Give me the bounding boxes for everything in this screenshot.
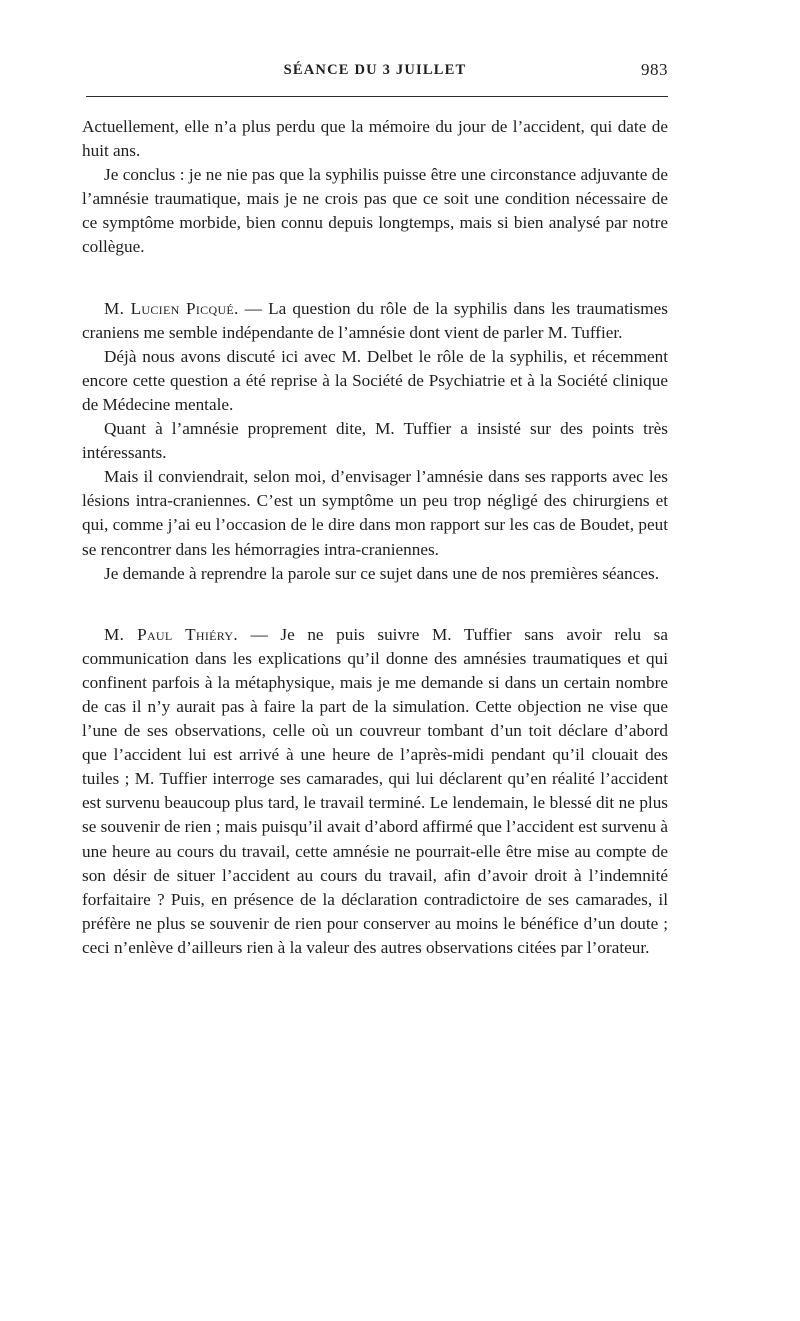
speaker-name: M. Paul Thiéry.: [104, 624, 238, 644]
paragraph-conclusion: Je conclus : je ne nie pas que la syphilis puisse être une circonstance adjuvante de l’amnésie traumatique, mais je ne crois pas que ce soit une condition nécessaire de ce symptôme morbide, bien connu depuis longtemps, mais si bien analysé par notre collègue.: [82, 165, 668, 257]
page-number: 983: [641, 60, 668, 79]
header-rule: [86, 96, 668, 97]
running-head: [82, 60, 668, 84]
running-title: SÉANCE DU 3 JUILLET: [283, 62, 467, 78]
paragraph-picque-intro: [82, 297, 668, 345]
text-body: [82, 115, 668, 960]
paragraph-amnesie: Quant à l’amnésie proprement dite, M. Tuffier a insisté sur des points très intéressants.: [82, 419, 668, 463]
paragraph-lesions: Mais il conviendrait, selon moi, d’envisager l’amnésie dans ses rapports avec les lésions intra-craniennes. C’est un symptôme un peu trop négligé des chirurgiens et qui, comme j’ai eu l’occasion de le dire dans mon rapport sur les cas de Boudet, peut se rencontrer dans les hémorragies intra-craniennes.: [82, 467, 668, 559]
paragraph-delbet: Déjà nous avons discuté ici avec M. Delbet le rôle de la syphilis, et récemment encore cette question a été reprise à la Société de Psychiatrie et à la Société clinique de Médecine mentale.: [82, 346, 668, 414]
speaker-name: M. Lucien Picqué.: [104, 298, 239, 318]
paragraph-thiery: [82, 623, 668, 960]
paragraph-text: — Je ne puis suivre M. Tuffier sans avoir relu sa communication dans les explications qu’il donne des amnésies traumatiques et qui confinent parfois à la métaphysique, mais je me demande si dans un certain nombre de cas il n’y aurait pas à faire la part de la simulation. Cette objection ne vise que l’une de ses observations, celle où un couvreur tombant d’un toit déclare d’abord que l’accident lui est arrivé à une heure de l’après-midi pendant qu’il clouait des tuiles ; M. Tuffier interroge ses camarades, qui lui déclarent qu’en réalité l’accident est survenu beaucoup plus tard, le travail terminé. Le lendemain, le blessé dit ne plus se souvenir de rien ; mais puisqu’il avait d’abord affirmé que l’accident est survenu à une heure au cours du travail, cette amnésie ne pourrait-elle être mise au compte de son désir de situer l’accident au cours du travail, afin d’avoir droit à l’indemnité forfaitaire ? Puis, en présence de la déclaration contradictoire de ses camarades, il préfère ne plus se souvenir de rien pour conserver au moins le bénéfice d’un doute ; ceci n’enlève d’ailleurs rien à la valeur des autres observations citées par l’orateur.: [82, 624, 668, 957]
paragraph-continuation: Actuellement, elle n’a plus perdu que la mémoire du jour de l’accident, qui date de huit ans.: [82, 117, 668, 161]
paragraph-request: Je demande à reprendre la parole sur ce sujet dans une de nos premières séances.: [104, 563, 660, 583]
paragraph-text: — La question du rôle de la syphilis dans les traumatismes craniens me semble indépendante de l’amnésie dont vient de parler M. Tuffier.: [82, 298, 668, 342]
